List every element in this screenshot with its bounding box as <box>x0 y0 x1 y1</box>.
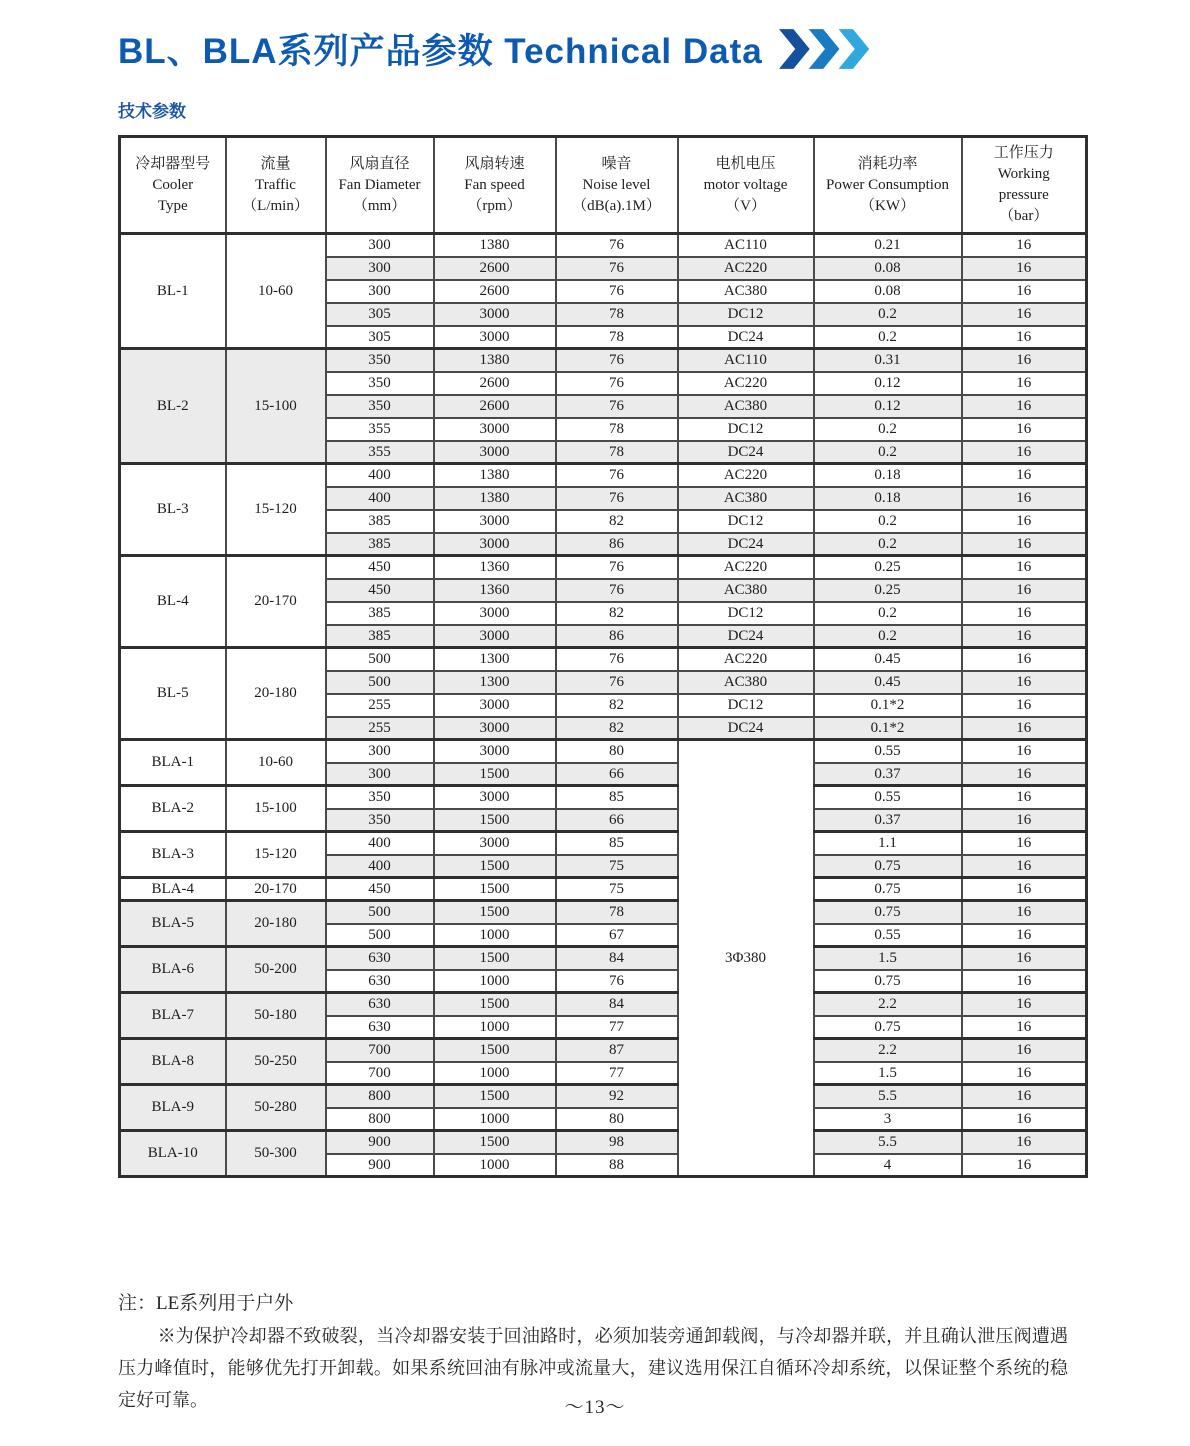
cell-fan-speed: 3000 <box>434 533 556 556</box>
table-row <box>120 464 1087 487</box>
cell-noise: 76 <box>556 487 678 510</box>
cell-pressure: 16 <box>962 878 1087 901</box>
cell-fan-speed: 1000 <box>434 924 556 947</box>
cell-voltage: DC12 <box>678 418 814 441</box>
table-row <box>120 648 1087 671</box>
cell-power: 2.2 <box>814 993 962 1016</box>
cell-pressure: 16 <box>962 372 1087 395</box>
col-header-fan-speed: 风扇转速 Fan speed （rpm） <box>434 137 556 234</box>
technical-data-table <box>118 135 1088 1178</box>
cell-power: 0.45 <box>814 671 962 694</box>
cell-fan-speed: 2600 <box>434 257 556 280</box>
cell-noise: 77 <box>556 1016 678 1039</box>
cell-pressure: 16 <box>962 510 1087 533</box>
cell-traffic: 15-100 <box>226 349 326 464</box>
cell-fan-diameter: 385 <box>326 510 434 533</box>
page-title <box>118 24 871 74</box>
cell-power: 0.45 <box>814 648 962 671</box>
table-body <box>120 234 1087 1177</box>
cell-noise: 76 <box>556 395 678 418</box>
cell-noise: 76 <box>556 579 678 602</box>
cell-fan-diameter: 350 <box>326 372 434 395</box>
cell-voltage: AC220 <box>678 648 814 671</box>
cell-fan-diameter: 305 <box>326 326 434 349</box>
cell-fan-diameter: 400 <box>326 855 434 878</box>
cell-fan-speed: 1500 <box>434 901 556 924</box>
cell-noise: 66 <box>556 763 678 786</box>
table-row <box>120 901 1087 924</box>
cell-pressure: 16 <box>962 717 1087 740</box>
table-row <box>120 832 1087 855</box>
cell-pressure: 16 <box>962 257 1087 280</box>
cell-fan-speed: 3000 <box>434 832 556 855</box>
cell-traffic: 20-180 <box>226 648 326 740</box>
note-le-series: 注：LE系列用于户外 <box>118 1293 294 1314</box>
cell-fan-diameter: 630 <box>326 993 434 1016</box>
cell-model: BLA-9 <box>120 1085 226 1131</box>
col-header-fan-diameter: 风扇直径 Fan Diameter （mm） <box>326 137 434 234</box>
cell-fan-diameter: 500 <box>326 901 434 924</box>
cell-fan-speed: 1000 <box>434 1062 556 1085</box>
cell-voltage: DC12 <box>678 694 814 717</box>
cell-model: BLA-1 <box>120 740 226 786</box>
cell-pressure: 16 <box>962 602 1087 625</box>
cell-fan-diameter: 400 <box>326 464 434 487</box>
cell-pressure: 16 <box>962 970 1087 993</box>
cell-noise: 75 <box>556 855 678 878</box>
table-row <box>120 1085 1087 1108</box>
cell-power: 0.2 <box>814 533 962 556</box>
cell-fan-diameter: 500 <box>326 648 434 671</box>
cell-power: 0.55 <box>814 786 962 809</box>
cell-traffic: 20-180 <box>226 901 326 947</box>
cell-noise: 82 <box>556 602 678 625</box>
cell-fan-speed: 3000 <box>434 625 556 648</box>
cell-traffic: 50-180 <box>226 993 326 1039</box>
cell-power: 0.2 <box>814 418 962 441</box>
cell-noise: 87 <box>556 1039 678 1062</box>
cell-pressure: 16 <box>962 947 1087 970</box>
cell-fan-speed: 1300 <box>434 671 556 694</box>
table-row <box>120 993 1087 1016</box>
cell-fan-speed: 1500 <box>434 947 556 970</box>
cell-noise: 98 <box>556 1131 678 1154</box>
cell-fan-speed: 1000 <box>434 1108 556 1131</box>
cell-pressure: 16 <box>962 1154 1087 1177</box>
cell-fan-speed: 3000 <box>434 740 556 763</box>
cell-power: 0.75 <box>814 855 962 878</box>
cell-pressure: 16 <box>962 1016 1087 1039</box>
cell-noise: 76 <box>556 280 678 303</box>
cell-noise: 82 <box>556 510 678 533</box>
table-row <box>120 878 1087 901</box>
cell-fan-diameter: 700 <box>326 1039 434 1062</box>
cell-fan-diameter: 350 <box>326 395 434 418</box>
cell-power: 3 <box>814 1108 962 1131</box>
cell-fan-diameter: 450 <box>326 878 434 901</box>
cell-power: 0.2 <box>814 441 962 464</box>
cell-fan-speed: 3000 <box>434 510 556 533</box>
cell-model: BLA-8 <box>120 1039 226 1085</box>
cell-power: 0.75 <box>814 878 962 901</box>
cell-model: BL-1 <box>120 234 226 349</box>
cell-fan-speed: 3000 <box>434 326 556 349</box>
cell-model: BLA-10 <box>120 1131 226 1177</box>
cell-voltage: DC24 <box>678 441 814 464</box>
cell-voltage: AC110 <box>678 234 814 257</box>
cell-fan-speed: 1000 <box>434 970 556 993</box>
cell-noise: 78 <box>556 326 678 349</box>
col-header-working-pressure: 工作压力 Working pressure （bar） <box>962 137 1087 234</box>
col-header-traffic: 流量 Traffic （L/min） <box>226 137 326 234</box>
cell-fan-speed: 3000 <box>434 694 556 717</box>
cell-fan-diameter: 355 <box>326 418 434 441</box>
cell-power: 0.2 <box>814 510 962 533</box>
cell-traffic: 20-170 <box>226 878 326 901</box>
cell-noise: 76 <box>556 556 678 579</box>
cell-fan-diameter: 300 <box>326 257 434 280</box>
cell-power: 0.1*2 <box>814 694 962 717</box>
cell-fan-speed: 1380 <box>434 349 556 372</box>
cell-power: 0.55 <box>814 740 962 763</box>
cell-fan-speed: 1500 <box>434 1039 556 1062</box>
triple-chevron-icon <box>779 28 871 70</box>
cell-fan-diameter: 300 <box>326 234 434 257</box>
cell-pressure: 16 <box>962 855 1087 878</box>
cell-fan-speed: 1500 <box>434 993 556 1016</box>
cell-power: 0.08 <box>814 280 962 303</box>
cell-model: BL-3 <box>120 464 226 556</box>
cell-noise: 86 <box>556 533 678 556</box>
cell-voltage: DC24 <box>678 326 814 349</box>
cell-power: 0.31 <box>814 349 962 372</box>
cell-model: BL-5 <box>120 648 226 740</box>
cell-fan-diameter: 900 <box>326 1154 434 1177</box>
cell-model: BLA-5 <box>120 901 226 947</box>
cell-pressure: 16 <box>962 924 1087 947</box>
cell-model: BLA-7 <box>120 993 226 1039</box>
cell-fan-speed: 3000 <box>434 303 556 326</box>
cell-pressure: 16 <box>962 326 1087 349</box>
cell-noise: 76 <box>556 970 678 993</box>
cell-noise: 76 <box>556 257 678 280</box>
cell-fan-speed: 3000 <box>434 441 556 464</box>
cell-traffic: 50-250 <box>226 1039 326 1085</box>
cell-fan-diameter: 350 <box>326 349 434 372</box>
cell-pressure: 16 <box>962 303 1087 326</box>
cell-power: 1.5 <box>814 1062 962 1085</box>
cell-fan-diameter: 305 <box>326 303 434 326</box>
cell-pressure: 16 <box>962 533 1087 556</box>
cell-noise: 84 <box>556 947 678 970</box>
cell-fan-diameter: 500 <box>326 671 434 694</box>
cell-noise: 76 <box>556 349 678 372</box>
cell-model: BLA-2 <box>120 786 226 832</box>
cell-voltage: AC220 <box>678 372 814 395</box>
cell-power: 0.55 <box>814 924 962 947</box>
table-row <box>120 234 1087 257</box>
cell-fan-diameter: 300 <box>326 740 434 763</box>
cell-power: 0.2 <box>814 326 962 349</box>
cell-fan-speed: 1500 <box>434 878 556 901</box>
cell-voltage: AC110 <box>678 349 814 372</box>
cell-fan-speed: 1000 <box>434 1016 556 1039</box>
cell-power: 0.75 <box>814 901 962 924</box>
cell-power: 2.2 <box>814 1039 962 1062</box>
cell-pressure: 16 <box>962 579 1087 602</box>
cell-traffic: 10-60 <box>226 740 326 786</box>
table-row <box>120 947 1087 970</box>
cell-fan-diameter: 800 <box>326 1108 434 1131</box>
cell-power: 5.5 <box>814 1085 962 1108</box>
cell-fan-speed: 1500 <box>434 763 556 786</box>
cell-traffic: 50-280 <box>226 1085 326 1131</box>
section-subtitle: 技术参数 <box>118 102 186 121</box>
cell-fan-diameter: 700 <box>326 1062 434 1085</box>
cell-pressure: 16 <box>962 1039 1087 1062</box>
cell-traffic: 15-120 <box>226 832 326 878</box>
cell-fan-diameter: 400 <box>326 832 434 855</box>
cell-noise: 76 <box>556 372 678 395</box>
cell-fan-speed: 2600 <box>434 372 556 395</box>
cell-noise: 78 <box>556 418 678 441</box>
col-header-power-consumption: 消耗功率 Power Consumption （KW） <box>814 137 962 234</box>
cell-voltage: DC12 <box>678 602 814 625</box>
cell-fan-diameter: 350 <box>326 786 434 809</box>
cell-traffic: 50-300 <box>226 1131 326 1177</box>
cell-pressure: 16 <box>962 740 1087 763</box>
cell-pressure: 16 <box>962 648 1087 671</box>
cell-voltage: DC12 <box>678 510 814 533</box>
cell-fan-diameter: 300 <box>326 280 434 303</box>
cell-noise: 80 <box>556 740 678 763</box>
cell-fan-diameter: 300 <box>326 763 434 786</box>
cell-fan-diameter: 385 <box>326 625 434 648</box>
col-header-motor-voltage: 电机电压 motor voltage （V） <box>678 137 814 234</box>
cell-fan-speed: 1380 <box>434 234 556 257</box>
cell-fan-diameter: 500 <box>326 924 434 947</box>
cell-pressure: 16 <box>962 1108 1087 1131</box>
cell-voltage: DC24 <box>678 533 814 556</box>
cell-traffic: 15-120 <box>226 464 326 556</box>
cell-noise: 82 <box>556 694 678 717</box>
cell-fan-diameter: 900 <box>326 1131 434 1154</box>
cell-fan-speed: 3000 <box>434 717 556 740</box>
cell-traffic: 15-100 <box>226 786 326 832</box>
cell-voltage: AC220 <box>678 257 814 280</box>
col-header-cooler-type: 冷却器型号 Cooler Type <box>120 137 226 234</box>
cell-fan-speed: 1500 <box>434 1085 556 1108</box>
cell-pressure: 16 <box>962 1062 1087 1085</box>
table-row <box>120 1131 1087 1154</box>
cell-power: 0.21 <box>814 234 962 257</box>
cell-noise: 66 <box>556 809 678 832</box>
cell-fan-speed: 3000 <box>434 602 556 625</box>
cell-pressure: 16 <box>962 464 1087 487</box>
cell-noise: 78 <box>556 441 678 464</box>
cell-pressure: 16 <box>962 395 1087 418</box>
cell-voltage: AC220 <box>678 464 814 487</box>
cell-pressure: 16 <box>962 234 1087 257</box>
cell-voltage: AC380 <box>678 395 814 418</box>
cell-noise: 78 <box>556 901 678 924</box>
cell-noise: 92 <box>556 1085 678 1108</box>
cell-power: 0.75 <box>814 1016 962 1039</box>
cell-fan-speed: 2600 <box>434 280 556 303</box>
cell-power: 0.37 <box>814 763 962 786</box>
cell-pressure: 16 <box>962 418 1087 441</box>
cell-fan-speed: 1000 <box>434 1154 556 1177</box>
cell-fan-speed: 3000 <box>434 786 556 809</box>
cell-fan-speed: 1500 <box>434 855 556 878</box>
cell-model: BL-2 <box>120 349 226 464</box>
cell-fan-diameter: 630 <box>326 947 434 970</box>
cell-traffic: 50-200 <box>226 947 326 993</box>
cell-noise: 76 <box>556 464 678 487</box>
cell-power: 0.18 <box>814 464 962 487</box>
cell-voltage: AC380 <box>678 579 814 602</box>
cell-voltage: AC380 <box>678 487 814 510</box>
cell-model: BLA-3 <box>120 832 226 878</box>
cell-power: 0.18 <box>814 487 962 510</box>
cell-fan-speed: 1380 <box>434 487 556 510</box>
cell-power: 0.75 <box>814 970 962 993</box>
cell-voltage: AC220 <box>678 556 814 579</box>
cell-pressure: 16 <box>962 786 1087 809</box>
cell-pressure: 16 <box>962 694 1087 717</box>
cell-noise: 85 <box>556 786 678 809</box>
cell-fan-diameter: 255 <box>326 694 434 717</box>
cell-fan-diameter: 800 <box>326 1085 434 1108</box>
table-row <box>120 1039 1087 1062</box>
cell-pressure: 16 <box>962 349 1087 372</box>
cell-noise: 67 <box>556 924 678 947</box>
cell-pressure: 16 <box>962 832 1087 855</box>
cell-power: 5.5 <box>814 1131 962 1154</box>
table-row <box>120 786 1087 809</box>
cell-noise: 78 <box>556 303 678 326</box>
cell-model: BLA-6 <box>120 947 226 993</box>
cell-fan-diameter: 355 <box>326 441 434 464</box>
cell-noise: 77 <box>556 1062 678 1085</box>
cell-voltage: DC12 <box>678 303 814 326</box>
cell-voltage: DC24 <box>678 717 814 740</box>
cell-fan-speed: 1360 <box>434 579 556 602</box>
table-row <box>120 349 1087 372</box>
cell-fan-diameter: 450 <box>326 579 434 602</box>
cell-power: 0.1*2 <box>814 717 962 740</box>
cell-pressure: 16 <box>962 993 1087 1016</box>
cell-pressure: 16 <box>962 487 1087 510</box>
cell-fan-speed: 1300 <box>434 648 556 671</box>
cell-noise: 85 <box>556 832 678 855</box>
cell-noise: 82 <box>556 717 678 740</box>
table-header-row <box>120 137 1087 234</box>
cell-fan-diameter: 450 <box>326 556 434 579</box>
cell-noise: 76 <box>556 671 678 694</box>
cell-pressure: 16 <box>962 1131 1087 1154</box>
cell-pressure: 16 <box>962 763 1087 786</box>
cell-noise: 76 <box>556 234 678 257</box>
cell-noise: 86 <box>556 625 678 648</box>
cell-model: BL-4 <box>120 556 226 648</box>
cell-power: 1.1 <box>814 832 962 855</box>
cell-power: 4 <box>814 1154 962 1177</box>
page-title-text: BL、BLA系列产品参数 Technical Data <box>118 32 763 71</box>
cell-pressure: 16 <box>962 1085 1087 1108</box>
cell-voltage: AC380 <box>678 671 814 694</box>
cell-noise: 80 <box>556 1108 678 1131</box>
cell-fan-diameter: 400 <box>326 487 434 510</box>
cell-power: 0.25 <box>814 579 962 602</box>
cell-noise: 88 <box>556 1154 678 1177</box>
cell-fan-diameter: 255 <box>326 717 434 740</box>
cell-fan-speed: 3000 <box>434 418 556 441</box>
cell-fan-speed: 1500 <box>434 1131 556 1154</box>
cell-model: BLA-4 <box>120 878 226 901</box>
cell-voltage: DC24 <box>678 625 814 648</box>
cell-power: 0.2 <box>814 602 962 625</box>
cell-pressure: 16 <box>962 671 1087 694</box>
cell-fan-speed: 1500 <box>434 809 556 832</box>
cell-traffic: 10-60 <box>226 234 326 349</box>
cell-fan-speed: 2600 <box>434 395 556 418</box>
table-row <box>120 556 1087 579</box>
cell-fan-diameter: 350 <box>326 809 434 832</box>
cell-noise: 76 <box>556 648 678 671</box>
cell-power: 0.12 <box>814 372 962 395</box>
page-number: ～13～ <box>564 1397 626 1418</box>
cell-power: 1.5 <box>814 947 962 970</box>
cell-fan-speed: 1380 <box>434 464 556 487</box>
cell-pressure: 16 <box>962 809 1087 832</box>
cell-fan-diameter: 385 <box>326 602 434 625</box>
cell-power: 0.2 <box>814 303 962 326</box>
cell-pressure: 16 <box>962 625 1087 648</box>
cell-fan-diameter: 630 <box>326 1016 434 1039</box>
cell-voltage: AC380 <box>678 280 814 303</box>
cell-power: 0.37 <box>814 809 962 832</box>
cell-power: 0.25 <box>814 556 962 579</box>
cell-power: 0.08 <box>814 257 962 280</box>
cell-power: 0.2 <box>814 625 962 648</box>
cell-pressure: 16 <box>962 901 1087 924</box>
col-header-noise-level: 噪音 Noise level （dB(a).1M） <box>556 137 678 234</box>
table-row <box>120 740 1087 763</box>
cell-noise: 75 <box>556 878 678 901</box>
cell-fan-diameter: 630 <box>326 970 434 993</box>
cell-fan-diameter: 385 <box>326 533 434 556</box>
cell-noise: 84 <box>556 993 678 1016</box>
cell-pressure: 16 <box>962 280 1087 303</box>
cell-pressure: 16 <box>962 441 1087 464</box>
cell-power: 0.12 <box>814 395 962 418</box>
cell-fan-speed: 1360 <box>434 556 556 579</box>
cell-voltage-shared: 3Φ380 <box>678 740 814 1177</box>
cell-traffic: 20-170 <box>226 556 326 648</box>
cell-pressure: 16 <box>962 556 1087 579</box>
note-protection: ※为保护冷却器不致破裂，当冷却器安装于回油路时，必须加装旁通卸载阀，与冷却器并联，并且确认泄压阀遭遇压力峰值时，能够优先打开卸载。如果系统回油有脉冲或流量大，建议选用保江自循环冷却系统，以保证整个系统的稳定好可靠。 <box>118 1326 1068 1410</box>
